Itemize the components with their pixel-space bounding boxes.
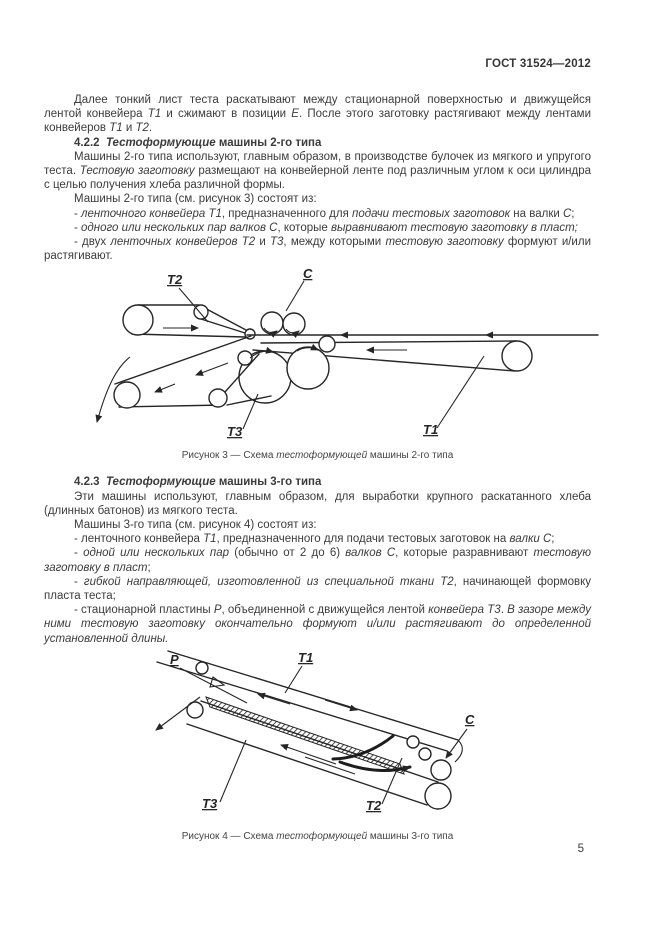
bullet-423-4: - стационарной пластины Р, объединенной с движущейся лентой конвейера Т3. В зазоре между ними тестовую заготовку окончательно формуют и/или растягивают до определенной установленной длины. <box>44 604 591 645</box>
figure-3-caption: Рисунок 3 — Схема тестоформующей машины 2-го типа <box>181 450 454 462</box>
bullet-423-1: - ленточного конвейера Т1, предназначенного для подачи тестовых заготовок на валки С; <box>74 533 555 546</box>
fig3-label-c: С <box>303 266 313 282</box>
fig4-leader-lines <box>180 666 467 804</box>
heading-4-2-2: 4.2.2 Тестоформующие машины 2-го типа <box>74 136 322 149</box>
bullet-422-2: - одного или нескольких пар валков С, которые выравнивают тестовую заготовку в пласт; <box>74 221 578 234</box>
fig4-label-c: С <box>465 711 475 727</box>
fig4-t3-conveyor <box>187 697 451 809</box>
heading-4-2-3: 4.2.3 Тестоформующие машины 3-го типа <box>74 476 322 489</box>
figure-4-svg <box>140 648 580 826</box>
fig3-forming-rollers <box>238 347 329 403</box>
figure-3-svg <box>75 264 605 450</box>
figure-4-diagram <box>140 648 580 826</box>
page-content <box>44 93 591 843</box>
fig3-leader-lines <box>179 281 484 429</box>
fig4-label-t2: Т2 <box>366 797 382 813</box>
fig3-c-rollers <box>261 312 305 335</box>
paragraph-422-2: Машины 2-го типа (см. рисунок 3) состоят из: <box>74 193 317 206</box>
figure-3-diagram <box>75 264 605 450</box>
paragraph-423-1: Эти машины используют, главным образом, для выработки крупного раскатанного хлеба (длинных батонов) из мягкого теста. <box>44 490 591 517</box>
bullet-423-2: - одной или нескольких пар (обычно от 2 до 6) валков С, которые разравнивают тестовую заготовку в пласт; <box>44 547 591 574</box>
fig4-t1-arrow-down <box>325 700 357 710</box>
bullet-422-3: - двух ленточных конвейеров Т2 и Т3, между которыми тестовую заготовку формуют и/или растягивают. <box>44 236 591 263</box>
fig4-c-rollers <box>419 748 451 780</box>
standard-code-header: ГОСТ 31524—2012 <box>485 58 591 70</box>
intro-paragraph: Далее тонкий лист теста раскатывают между стационарной поверхностью и движущейся лентой конвейера Т1 и сжимают в позиции Е. После этого заготовку растягивают между лентами конвейеров Т1 и Т2. <box>44 94 591 135</box>
fig4-label-t3: Т3 <box>202 795 218 811</box>
bullet-423-3: - гибкой направляющей, изготовленной из специальной ткани Т2, начинающей формовку пласта теста; <box>44 575 591 603</box>
paragraph-423-2: Машины 3-го типа (см. рисунок 4) состоят из: <box>74 519 317 532</box>
page-number: 5 <box>577 843 584 855</box>
figure-4-caption: Рисунок 4 — Схема тестоформующей машины 3-го типа <box>181 830 454 842</box>
fig3-t3-arrow-2 <box>155 384 175 392</box>
fig4-plate-p-hatched <box>206 697 404 774</box>
fig4-t1-arrow-up <box>258 694 290 704</box>
fig3-label-t2: Т2 <box>167 272 183 288</box>
fig4-label-p: Р <box>170 651 179 667</box>
fig3-label-t1: Т1 <box>423 422 439 438</box>
bullet-422-1: - ленточного конвейера Т1, предназначенного для подачи тестовых заготовок на валки С; <box>74 207 575 220</box>
fig4-label-t1: Т1 <box>298 649 314 665</box>
fig3-t2-conveyor <box>123 305 255 339</box>
paragraph-422-1: Машины 2-го типа используют, главным образом, в производстве булочек из мягкого и упругого теста. Тестовую заготовку размещают на конвейерной ленте под различным углом к оси цилиндра с целью получения хлеба различной формы. <box>44 150 591 192</box>
fig3-label-t3: Т3 <box>227 424 243 440</box>
fig3-t3-arrow-1 <box>196 363 228 375</box>
